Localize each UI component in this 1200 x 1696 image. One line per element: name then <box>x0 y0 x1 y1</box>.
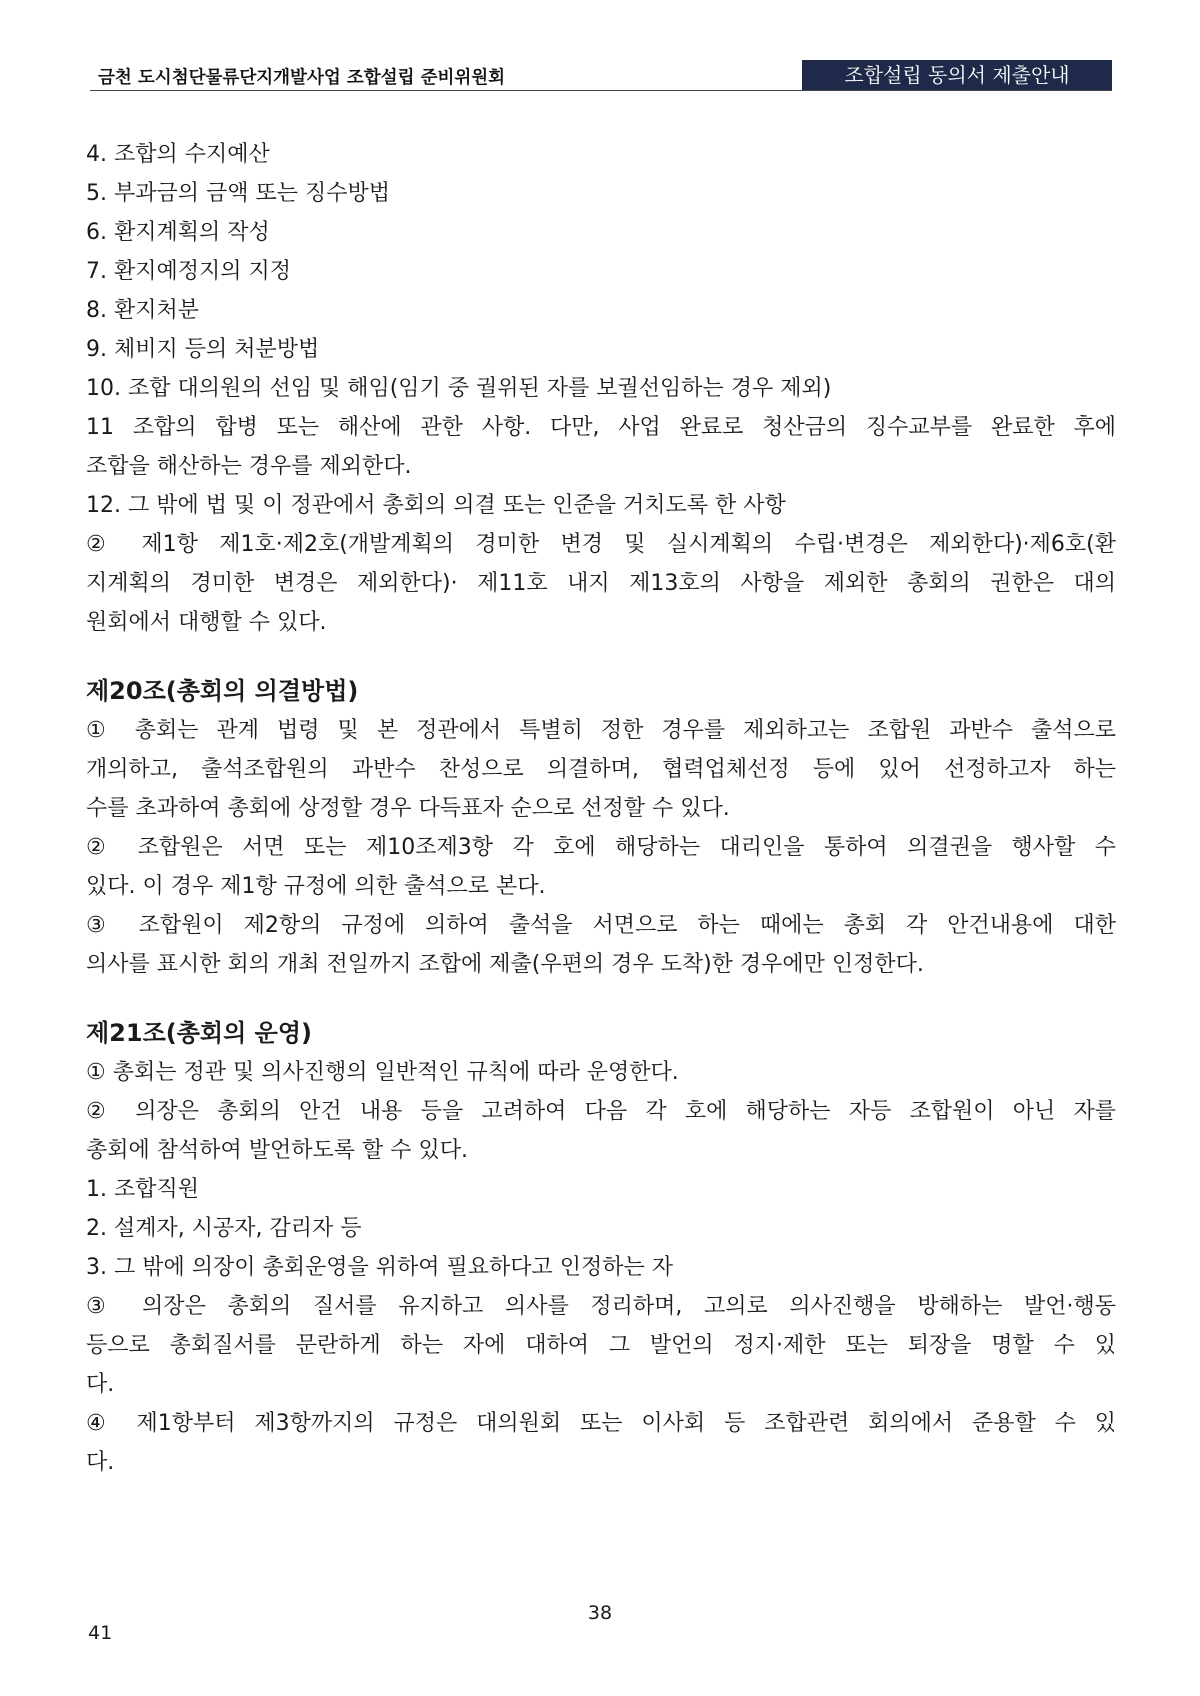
paragraph-line: ④ 제1항부터 제3항까지의 규정은 대의원회 또는 이사회 등 조합관련 회의에서 준용할 수 있 <box>86 1411 1116 1436</box>
list-item: 1. 조합직원 <box>86 1177 199 1202</box>
paragraph-line: 다. <box>86 1372 115 1397</box>
list-item: 3. 그 밖에 의장이 총회운영을 위하여 필요하다고 인정하는 자 <box>86 1255 673 1280</box>
list-item: 2. 설계자, 시공자, 감리자 등 <box>86 1216 362 1241</box>
paragraph-line: 다. <box>86 1450 115 1475</box>
paragraph-line: ② 제1항 제1호·제2호(개발계획의 경미한 변경 및 실시계획의 수립·변경은 제외한다)·제6호(환 <box>86 532 1116 557</box>
paragraph-line: 의사를 표시한 회의 개최 전일까지 조합에 제출(우편의 경우 도착)한 경우에만 인정한다. <box>86 952 924 977</box>
paragraph-line: 지계획의 경미한 변경은 제외한다)· 제11호 내지 제13호의 사항을 제외한 총회의 권한은 대의 <box>86 571 1116 596</box>
paragraph-line: 원회에서 대행할 수 있다. <box>86 610 327 635</box>
paragraph-line: ② 조합원은 서면 또는 제10조제3항 각 호에 해당하는 대리인을 통하여 의결권을 행사할 수 <box>86 835 1116 860</box>
list-item-continuation: 조합을 해산하는 경우를 제외한다. <box>86 454 412 479</box>
article-21-title: 제21조(총회의 운영) <box>86 1019 312 1047</box>
page-number: 38 <box>587 1602 613 1624</box>
list-item: 11 조합의 합병 또는 해산에 관한 사항. 다만, 사업 완료로 청산금의 징수교부를 완료한 후에 <box>86 415 1116 440</box>
paragraph-line: 있다. 이 경우 제1항 규정에 의한 출석으로 본다. <box>86 874 546 899</box>
paragraph-line: 총회에 참석하여 발언하도록 할 수 있다. <box>86 1138 468 1163</box>
list-item: 5. 부과금의 금액 또는 징수방법 <box>86 181 390 206</box>
page-header <box>90 60 1112 91</box>
paragraph-line: ② 의장은 총회의 안건 내용 등을 고려하여 다음 각 호에 해당하는 자등 조합원이 아닌 자를 <box>86 1099 1116 1124</box>
document-page-number: 41 <box>88 1622 113 1644</box>
list-item: 6. 환지계획의 작성 <box>86 220 270 245</box>
paragraph-line: ③ 조합원이 제2항의 규정에 의하여 출석을 서면으로 하는 때에는 총회 각 안건내용에 대한 <box>86 913 1116 938</box>
list-item: 10. 조합 대의원의 선임 및 해임(임기 중 궐위된 자를 보궐선임하는 경우 제외) <box>86 376 832 401</box>
list-item: 8. 환지처분 <box>86 298 199 323</box>
document-body <box>86 135 1116 1482</box>
article-20-title: 제20조(총회의 의결방법) <box>86 677 359 705</box>
list-item: 12. 그 밖에 법 및 이 정관에서 총회의 의결 또는 인준을 거치도록 한 사항 <box>86 493 786 518</box>
paragraph-line: 등으로 총회질서를 문란하게 하는 자에 대하여 그 발언의 정지·제한 또는 퇴장을 명할 수 있 <box>86 1333 1116 1358</box>
list-item: 9. 체비지 등의 처분방법 <box>86 337 320 362</box>
paragraph-line: ① 총회는 정관 및 의사진행의 일반적인 규칙에 따라 운영한다. <box>86 1060 679 1085</box>
paragraph-line: 수를 초과하여 총회에 상정할 경우 다득표자 순으로 선정할 수 있다. <box>86 796 730 821</box>
paragraph-line: ① 총회는 관계 법령 및 본 정관에서 특별히 정한 경우를 제외하고는 조합원 과반수 출석으로 <box>86 718 1116 743</box>
header-badge: 조합설립 동의서 제출안내 <box>802 60 1112 90</box>
header-organization: 금천 도시첨단물류단지개발사업 조합설립 준비위원회 <box>98 68 506 88</box>
list-item: 7. 환지예정지의 지정 <box>86 259 291 284</box>
list-item: 4. 조합의 수지예산 <box>86 142 270 167</box>
paragraph-line: 개의하고, 출석조합원의 과반수 찬성으로 의결하며, 협력업체선정 등에 있어 선정하고자 하는 <box>86 757 1116 782</box>
paragraph-line: ③ 의장은 총회의 질서를 유지하고 의사를 정리하며, 고의로 의사진행을 방해하는 발언·행동 <box>86 1294 1116 1319</box>
